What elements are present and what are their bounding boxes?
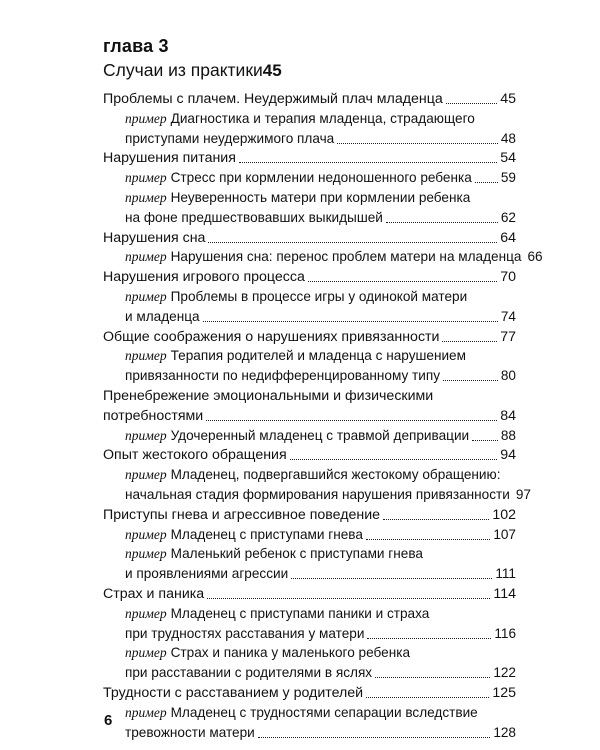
- entry-text: Диагностика и терапия младенца, страдающего: [170, 110, 475, 126]
- dot-leader: [366, 539, 490, 540]
- section-entry[interactable]: [103, 269, 516, 285]
- dot-leader: [291, 578, 492, 579]
- entry-page-number: 74: [500, 308, 516, 324]
- folio: 6: [104, 712, 113, 729]
- example-entry[interactable]: [125, 428, 516, 444]
- example-entry-line: [125, 190, 470, 206]
- example-label: пример: [125, 170, 167, 186]
- entry-text: Проблемы с плачем. Неудержимый плач младенца: [103, 91, 443, 107]
- entry-page-number: 77: [500, 328, 516, 345]
- entry-page-number: 54: [500, 150, 516, 167]
- example-entry[interactable]: [125, 131, 516, 147]
- entry-text: Терапия родителей и младенца с нарушением: [170, 348, 466, 364]
- entry-title: [125, 309, 200, 325]
- entry-text: Общие соображения о нарушениях привязанности: [103, 328, 440, 345]
- entry-text-continuation: потребностями: [103, 407, 204, 424]
- entry-text: Пренебрежение эмоциональными и физическими: [103, 388, 434, 404]
- entry-title: [125, 170, 472, 186]
- entry-text: Младенец с трудностями сепарации вследствие: [170, 704, 478, 720]
- dot-leader: [442, 341, 497, 342]
- dot-leader: [258, 737, 491, 738]
- entry-page-number: 88: [500, 427, 516, 443]
- section-entry[interactable]: [103, 329, 516, 345]
- entry-text-continuation: при расставании с родителями в яслях: [125, 665, 373, 681]
- entry-page-number: 114: [493, 586, 516, 602]
- entry-text-continuation: на фоне предшествовавших выкидышей: [125, 209, 383, 225]
- entry-text: Проблемы в процессе игры у одинокой матери: [170, 289, 468, 304]
- entry-page-number: 62: [500, 209, 516, 225]
- entry-text-continuation: при трудностях расставания у матери: [125, 625, 365, 641]
- example-label: пример: [125, 645, 167, 661]
- example-entry[interactable]: [125, 249, 543, 265]
- entry-page-number: 48: [500, 130, 516, 146]
- entry-title: [125, 527, 363, 543]
- dot-leader: [386, 222, 498, 223]
- example-entry[interactable]: [125, 626, 516, 642]
- example-entry[interactable]: [125, 725, 516, 741]
- entry-title: [125, 626, 364, 642]
- entry-text: Нарушения сна: перенос проблем матери на младенца: [170, 249, 522, 265]
- entry-page-number: 64: [500, 229, 516, 246]
- dot-leader: [383, 519, 489, 520]
- entry-title: [125, 428, 469, 444]
- section-entry[interactable]: [103, 586, 516, 602]
- entry-title: [125, 249, 521, 265]
- dot-leader: [367, 638, 491, 639]
- entry-text: Приступы гнева и агрессивное поведение: [103, 506, 381, 523]
- example-label: пример: [125, 427, 167, 443]
- example-label: пример: [125, 190, 167, 205]
- example-entry-line: [125, 348, 466, 364]
- entry-text-continuation: тревожности матери: [125, 724, 255, 740]
- example-entry-line: [125, 546, 423, 562]
- dot-leader: [337, 143, 498, 144]
- entry-title: [103, 586, 204, 602]
- section-entry[interactable]: [103, 150, 516, 166]
- entry-text: Младенец с приступами паники и страха: [170, 605, 430, 621]
- entry-page-number: 102: [492, 506, 516, 523]
- entry-text: Нарушения игрового процесса: [103, 269, 305, 286]
- example-entry[interactable]: [125, 566, 516, 582]
- entry-text: Опыт жестокого обращения: [103, 447, 287, 464]
- entry-page-number: 80: [500, 368, 516, 384]
- entry-page-number: 128: [493, 724, 516, 740]
- entry-title: [103, 329, 439, 345]
- entry-title: [103, 150, 236, 166]
- dot-leader: [375, 677, 490, 678]
- example-label: пример: [125, 704, 167, 720]
- section-entry[interactable]: [103, 91, 516, 107]
- example-entry[interactable]: [125, 309, 516, 325]
- example-entry[interactable]: [125, 170, 516, 186]
- entry-text: Удочеренный младенец с травмой депривации: [170, 427, 470, 443]
- entry-page-number: 59: [500, 170, 516, 186]
- example-label: пример: [125, 289, 167, 304]
- section-entry[interactable]: [103, 230, 516, 246]
- entry-text: Трудности с расставанием у родителей: [103, 685, 364, 701]
- entry-text: Младенец, подвергавшийся жестокому обращению:: [170, 467, 501, 483]
- dot-leader: [443, 380, 498, 381]
- entry-title: [125, 487, 510, 503]
- entry-text-continuation: привязанности по недифференцированному типу: [125, 368, 441, 384]
- entry-page-number: 84: [500, 407, 516, 424]
- dot-leader: [366, 697, 489, 698]
- entry-text-continuation: приступами неудержимого плача: [125, 130, 335, 146]
- dot-leader: [239, 162, 497, 163]
- dot-leader: [472, 440, 498, 441]
- chapter-title: Случаи из практики: [103, 60, 263, 80]
- entry-page-number: 94: [500, 447, 516, 464]
- example-label: пример: [125, 467, 167, 483]
- example-entry-line: [125, 467, 500, 483]
- entry-text: Страх и паника: [103, 586, 205, 602]
- example-label: пример: [125, 110, 167, 126]
- entry-title: [125, 725, 255, 741]
- entry-text: Младенец с приступами гнева: [170, 526, 363, 542]
- example-entry[interactable]: [125, 210, 516, 226]
- entry-text: Стресс при кормлении недоношенного ребенка: [170, 170, 472, 186]
- dot-leader: [308, 281, 497, 282]
- entry-title: [125, 566, 288, 582]
- entry-page-number: 122: [493, 665, 516, 681]
- dot-leader: [208, 242, 497, 243]
- entry-text: Страх и паника у маленького ребенка: [170, 645, 411, 661]
- section-entry[interactable]: [103, 507, 516, 523]
- entry-text: Неуверенность матери при кормлении ребенка: [170, 190, 471, 205]
- example-entry[interactable]: [125, 368, 516, 384]
- entry-title: [125, 368, 440, 384]
- entry-title: [103, 447, 287, 463]
- entry-text-continuation: и младенца: [125, 308, 200, 324]
- example-entry-line: [125, 111, 475, 127]
- section-entry[interactable]: [103, 685, 516, 701]
- entry-title: [103, 230, 205, 246]
- example-entry-line: [125, 606, 429, 622]
- dot-leader: [290, 459, 498, 460]
- entry-title: [125, 131, 334, 147]
- entry-text-continuation: начальная стадия формирования нарушения привязанности: [125, 487, 510, 502]
- example-entry[interactable]: [125, 527, 516, 543]
- example-entry-line: [125, 645, 410, 661]
- dot-leader: [475, 182, 498, 183]
- entry-page-number: 70: [500, 269, 516, 286]
- example-entry-line: [125, 289, 467, 305]
- section-entry[interactable]: [103, 408, 516, 424]
- entry-title: [125, 210, 383, 226]
- entry-page-number: 97: [515, 487, 531, 502]
- section-entry-line: [103, 388, 433, 404]
- example-label: пример: [125, 526, 167, 542]
- chapter-label: глава 3: [103, 36, 169, 56]
- entry-title: [103, 91, 443, 107]
- entry-page-number: 45: [500, 91, 516, 107]
- example-entry-line: [125, 705, 478, 721]
- entry-page-number: 116: [494, 625, 516, 641]
- entry-title: [103, 507, 380, 523]
- entry-title: [103, 408, 203, 424]
- example-entry[interactable]: [125, 665, 516, 681]
- dot-leader: [206, 420, 497, 421]
- chapter-page-number: 45: [262, 61, 282, 80]
- entry-page-number: 107: [493, 526, 516, 542]
- example-label: пример: [125, 546, 167, 562]
- example-label: пример: [125, 249, 167, 265]
- entry-title: [103, 685, 363, 701]
- section-entry[interactable]: [103, 447, 516, 463]
- entry-page-number: 66: [527, 249, 543, 265]
- entry-text: Маленький ребенок с приступами гнева: [170, 546, 423, 562]
- entry-page-number: 111: [495, 566, 516, 582]
- dot-leader: [203, 321, 498, 322]
- example-label: пример: [125, 348, 167, 364]
- entry-text-continuation: и проявлениями агрессии: [125, 566, 289, 582]
- dot-leader: [446, 103, 497, 104]
- entry-text: Нарушения сна: [103, 229, 206, 246]
- entry-title: [103, 269, 305, 285]
- example-label: пример: [125, 605, 167, 621]
- entry-text: Нарушения питания: [103, 150, 236, 167]
- dot-leader: [207, 598, 490, 599]
- entry-title: [125, 665, 372, 681]
- example-entry[interactable]: [125, 487, 531, 503]
- entry-page-number: 125: [492, 685, 516, 701]
